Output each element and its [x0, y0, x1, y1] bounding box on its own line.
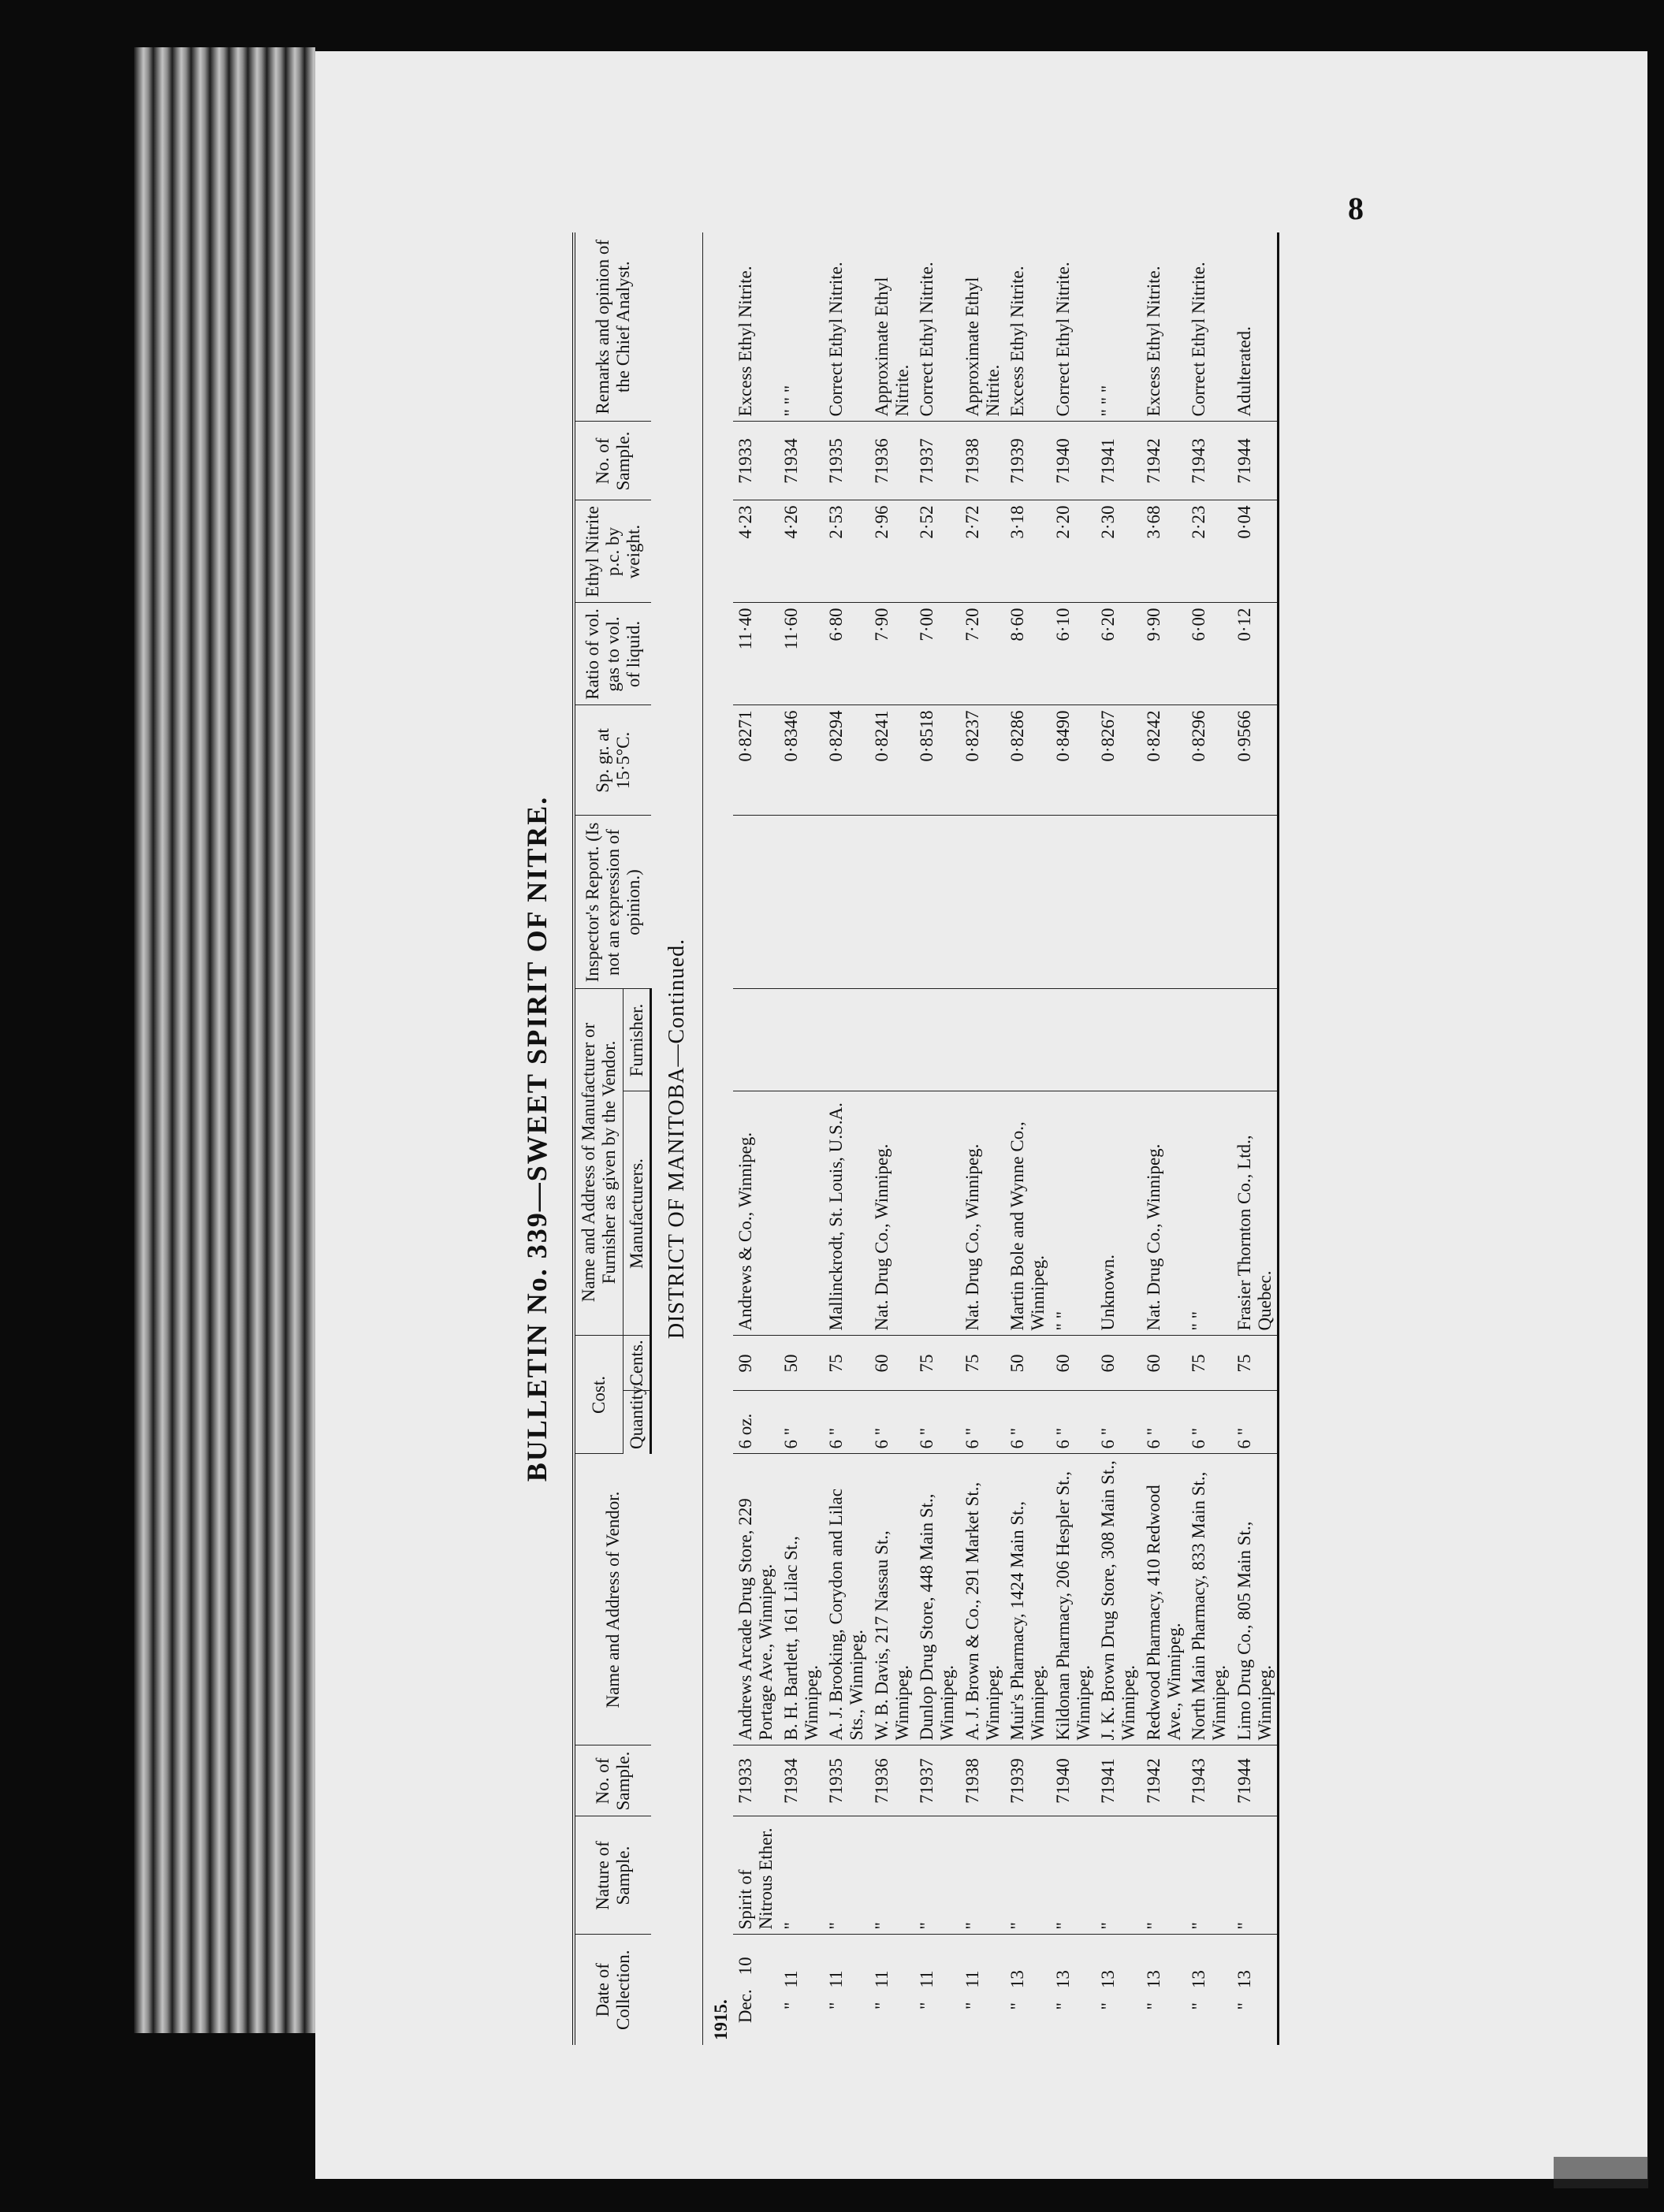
cell-remarks: Approximate Ethyl Nitrite.: [869, 232, 915, 422]
cell-inspector: [1232, 816, 1279, 989]
cell-vendor: A. J. Brooking, Corydon and Lilac Sts., Winnipeg.: [824, 1454, 869, 1745]
cell-nature: ": [1051, 1816, 1096, 1935]
table-row: [779, 232, 825, 2045]
cell-mfr: Nat. Drug Co., Winnipeg.: [869, 1091, 915, 1336]
cell-qty: 6 ": [1096, 1391, 1141, 1454]
cell-qty: 6 oz.: [733, 1391, 779, 1454]
cell-nature: ": [1186, 1816, 1232, 1935]
header-vendor: Name and Address of Vendor.: [574, 1454, 651, 1745]
table-row: [960, 232, 1006, 2045]
cell-ethyl: 3·18: [1005, 500, 1051, 603]
table-row: [914, 232, 960, 2045]
cell-furnisher: [1186, 989, 1232, 1091]
cell-vendor: Andrews Arcade Drug Store, 229 Portage Ave., Winnipeg.: [733, 1454, 779, 1745]
cell-date: [1141, 1935, 1187, 2045]
bulletin-title: BULLETIN No. 339—SWEET SPIRIT OF NITRE.: [521, 795, 553, 1482]
cell-date: [869, 1935, 915, 2045]
table-row: [869, 232, 915, 2045]
cell-inspector: [733, 816, 779, 989]
cell-nature: ": [1005, 1816, 1051, 1935]
cell-month: ": [1143, 2002, 1163, 2010]
cell-no: 71935: [824, 1745, 869, 1816]
header-inspector: Inspector's Report. (Is not an expression of opinion.): [574, 816, 651, 989]
cell-remarks: Correct Ethyl Nitrite.: [1051, 232, 1096, 422]
header-no-sample: No. of Sample.: [574, 1745, 651, 1816]
cell-day: 13: [1234, 1970, 1254, 1989]
cell-furnisher: [960, 989, 1006, 1091]
cell-date: [1186, 1935, 1232, 2045]
cell-remarks: Adulterated.: [1232, 232, 1279, 422]
cell-no: 71936: [869, 1745, 915, 1816]
cell-date: [1096, 1935, 1141, 2045]
cell-remarks: Correct Ethyl Nitrite.: [1186, 232, 1232, 422]
cell-ratio: 6·20: [1096, 603, 1141, 705]
cell-spgr: 0·8296: [1186, 705, 1232, 816]
cell-ethyl: 2·96: [869, 500, 915, 603]
cell-date: [914, 1935, 960, 2045]
cell-no2: 71938: [960, 422, 1006, 500]
cell-no: 71943: [1186, 1745, 1232, 1816]
cell-ethyl: 2·53: [824, 500, 869, 603]
cell-cents: 75: [1186, 1336, 1232, 1391]
cell-no2: 71935: [824, 422, 869, 500]
cell-day: 11: [826, 1970, 847, 1988]
cell-nature: ": [779, 1816, 825, 1935]
cell-day: 13: [1189, 1970, 1209, 1989]
header-sp-gr: Sp. gr. at 15·5°C.: [574, 705, 651, 816]
cell-no2: 71942: [1141, 422, 1187, 500]
header-ethyl: Ethyl Nitrite p.c. by weight.: [574, 500, 651, 603]
header-ratio: Ratio of vol. gas to vol. of liquid.: [574, 603, 651, 705]
cell-day: 13: [1052, 1970, 1073, 1989]
cell-month: ": [962, 2002, 982, 2010]
cell-ethyl: 4·23: [733, 500, 779, 603]
cell-qty: 6 ": [1005, 1391, 1051, 1454]
cell-mfr: Andrews & Co., Winnipeg.: [733, 1091, 779, 1336]
cell-vendor: W. B. Davis, 217 Nassau St., Winnipeg.: [869, 1454, 915, 1745]
cell-furnisher: [914, 989, 960, 1091]
header-cents: Cents.: [623, 1336, 651, 1391]
cell-month: ": [1098, 2002, 1119, 2010]
cell-furnisher: [1232, 989, 1279, 1091]
cell-no: 71941: [1096, 1745, 1141, 1816]
cell-mfr: Unknown.: [1096, 1091, 1141, 1336]
cell-ratio: 11·40: [733, 603, 779, 705]
cell-ethyl: 2·20: [1051, 500, 1096, 603]
cell-qty: 6 ": [1141, 1391, 1187, 1454]
cell-vendor: A. J. Brown & Co., 291 Market St., Winnipeg.: [960, 1454, 1006, 1745]
cell-ratio: 9·90: [1141, 603, 1187, 705]
cell-ratio: 0·12: [1232, 603, 1279, 705]
cell-ethyl: 2·52: [914, 500, 960, 603]
cell-nature: ": [914, 1816, 960, 1935]
cell-day: 11: [917, 1970, 937, 1988]
cell-inspector: [914, 816, 960, 989]
cell-vendor: Muir's Pharmacy, 1424 Main St., Winnipeg.: [1005, 1454, 1051, 1745]
header-date: Date of Collection.: [574, 1935, 651, 2045]
cell-furnisher: [869, 989, 915, 1091]
cell-cents: 60: [1096, 1336, 1141, 1391]
table-row: [1186, 232, 1232, 2045]
cell-day: 11: [780, 1970, 801, 1988]
cell-ratio: 6·80: [824, 603, 869, 705]
cell-qty: 6 ": [1232, 1391, 1279, 1454]
cell-qty: 6 ": [869, 1391, 915, 1454]
cell-date: [824, 1935, 869, 2045]
cell-vendor: Limo Drug Co., 805 Main St., Winnipeg.: [1232, 1454, 1279, 1745]
cell-mfr: " ": [1186, 1091, 1232, 1336]
cell-nature: ": [1096, 1816, 1141, 1935]
cell-no2: 71934: [779, 422, 825, 500]
cell-no: 71942: [1141, 1745, 1187, 1816]
cell-remarks: Excess Ethyl Nitrite.: [1141, 232, 1187, 422]
cell-day: 10: [735, 1957, 756, 1976]
table-row: [1096, 232, 1141, 2045]
cell-no2: 71944: [1232, 422, 1279, 500]
page-number: 8: [1348, 191, 1364, 226]
cell-month: ": [871, 2002, 892, 2010]
cell-inspector: [779, 816, 825, 989]
year-label: 1915.: [710, 1999, 731, 2040]
cell-date: [960, 1935, 1006, 2045]
cell-remarks: " " ": [1096, 232, 1141, 422]
cell-spgr: 0·8294: [824, 705, 869, 816]
cell-qty: 6 ": [824, 1391, 869, 1454]
table-row: [1005, 232, 1051, 2045]
cell-month: ": [1007, 2002, 1028, 2010]
cell-no2: 71943: [1186, 422, 1232, 500]
cell-no2: 71939: [1005, 422, 1051, 500]
cell-furnisher: [779, 989, 825, 1091]
cell-no2: 71936: [869, 422, 915, 500]
cell-month: ": [1052, 2002, 1073, 2010]
header-manufacturer-group: Name and Address of Manufacturer or Furnisher as given by the Vendor.: [574, 989, 623, 1336]
scan-artifact: [1554, 2157, 1648, 2188]
cell-date: [779, 1935, 825, 2045]
cell-nature: Spirit of Nitrous Ether.: [733, 1816, 779, 1935]
cell-cents: 75: [914, 1336, 960, 1391]
cell-ratio: 6·10: [1051, 603, 1096, 705]
cell-spgr: 0·8267: [1096, 705, 1141, 816]
cell-day: 13: [1007, 1970, 1028, 1989]
cell-nature: ": [869, 1816, 915, 1935]
cell-ratio: 7·20: [960, 603, 1006, 705]
cell-vendor: Kildonan Pharmacy, 206 Hespler St., Winnipeg.: [1051, 1454, 1096, 1745]
cell-no: 71939: [1005, 1745, 1051, 1816]
cell-furnisher: [1141, 989, 1187, 1091]
cell-furnisher: [1051, 989, 1096, 1091]
cell-mfr: [914, 1091, 960, 1336]
cell-spgr: 0·8518: [914, 705, 960, 816]
cell-ratio: 11·60: [779, 603, 825, 705]
cell-no: 71933: [733, 1745, 779, 1816]
cell-mfr: Martin Bole and Wynne Co., Winnipeg.: [1005, 1091, 1051, 1336]
cell-ethyl: 3·68: [1141, 500, 1187, 603]
cell-mfr: [779, 1091, 825, 1336]
table-row: [1232, 232, 1279, 2045]
cell-furnisher: [1096, 989, 1141, 1091]
cell-no: 71940: [1051, 1745, 1096, 1816]
cell-month: ": [1189, 2002, 1209, 2010]
cell-ethyl: 0·04: [1232, 500, 1279, 603]
district-heading: DISTRICT OF MANITOBA—Continued.: [651, 232, 702, 2045]
cell-cents: 75: [824, 1336, 869, 1391]
cell-furnisher: [1005, 989, 1051, 1091]
cell-no: 71934: [779, 1745, 825, 1816]
cell-spgr: 0·8286: [1005, 705, 1051, 816]
header-no-sample-2: No. of Sample.: [574, 422, 651, 500]
cell-date: [733, 1935, 779, 2045]
scanned-page: [315, 51, 1647, 2179]
cell-cents: 75: [1232, 1336, 1279, 1391]
cell-ethyl: 4·26: [779, 500, 825, 603]
cell-vendor: B. H. Bartlett, 161 Lilac St., Winnipeg.: [779, 1454, 825, 1745]
cell-month: ": [826, 2002, 847, 2010]
header-nature: Nature of Sample.: [574, 1816, 651, 1935]
table-row: [733, 232, 779, 2045]
cell-no: 71938: [960, 1745, 1006, 1816]
cell-no2: 71940: [1051, 422, 1096, 500]
cell-spgr: 0·8271: [733, 705, 779, 816]
cell-vendor: North Main Pharmacy, 833 Main St., Winnipeg.: [1186, 1454, 1232, 1745]
rotated-bulletin-table: [520, 232, 1608, 2045]
cell-ratio: 6·00: [1186, 603, 1232, 705]
cell-month: ": [917, 2002, 937, 2010]
cell-spgr: 0·8242: [1141, 705, 1187, 816]
cell-month: ": [1234, 2002, 1254, 2010]
samples-table: [572, 232, 1279, 2045]
cell-ethyl: 2·23: [1186, 500, 1232, 603]
book-page-edges: [134, 47, 315, 2033]
cell-date: [1051, 1935, 1096, 2045]
cell-nature: ": [824, 1816, 869, 1935]
cell-no: 71944: [1232, 1745, 1279, 1816]
cell-ethyl: 2·72: [960, 500, 1006, 603]
cell-remarks: Excess Ethyl Nitrite.: [733, 232, 779, 422]
cell-spgr: 0·9566: [1232, 705, 1279, 816]
cell-spgr: 0·8237: [960, 705, 1006, 816]
header-manufacturers: Manufacturers.: [623, 1091, 651, 1336]
cell-qty: 6 ": [960, 1391, 1006, 1454]
cell-mfr: Frasier Thornton Co., Ltd., Quebec.: [1232, 1091, 1279, 1336]
cell-mfr: " ": [1051, 1091, 1096, 1336]
cell-date: [1232, 1935, 1279, 2045]
cell-remarks: Excess Ethyl Nitrite.: [1005, 232, 1051, 422]
cell-cents: 60: [869, 1336, 915, 1391]
header-cost: Cost.: [574, 1336, 623, 1454]
cell-day: 13: [1098, 1970, 1119, 1989]
cell-furnisher: [733, 989, 779, 1091]
cell-qty: 6 ": [779, 1391, 825, 1454]
table-row: [824, 232, 869, 2045]
cell-spgr: 0·8346: [779, 705, 825, 816]
cell-remarks: Correct Ethyl Nitrite.: [914, 232, 960, 422]
cell-cents: 75: [960, 1336, 1006, 1391]
cell-qty: 6 ": [1051, 1391, 1096, 1454]
cell-ratio: 7·90: [869, 603, 915, 705]
cell-ratio: 7·00: [914, 603, 960, 705]
cell-remarks: Correct Ethyl Nitrite.: [824, 232, 869, 422]
cell-cents: 50: [779, 1336, 825, 1391]
cell-inspector: [869, 816, 915, 989]
cell-furnisher: [824, 989, 869, 1091]
cell-vendor: J. K. Brown Drug Store, 308 Main St., Winnipeg.: [1096, 1454, 1141, 1745]
cell-mfr: Nat. Drug Co., Winnipeg.: [960, 1091, 1006, 1336]
cell-nature: ": [1141, 1816, 1187, 1935]
cell-inspector: [1096, 816, 1141, 989]
cell-nature: ": [1232, 1816, 1279, 1935]
table-row: [1141, 232, 1187, 2045]
cell-no: 71937: [914, 1745, 960, 1816]
cell-inspector: [1051, 816, 1096, 989]
cell-day: 11: [871, 1970, 892, 1988]
cell-inspector: [1141, 816, 1187, 989]
table-row: [1051, 232, 1096, 2045]
cell-ratio: 8·60: [1005, 603, 1051, 705]
cell-spgr: 0·8490: [1051, 705, 1096, 816]
cell-no2: 71933: [733, 422, 779, 500]
cell-inspector: [824, 816, 869, 989]
cell-day: 13: [1143, 1970, 1163, 1989]
cell-vendor: Redwood Pharmacy, 410 Redwood Ave., Winnipeg.: [1141, 1454, 1187, 1745]
cell-remarks: Approximate Ethyl Nitrite.: [960, 232, 1006, 422]
cell-day: 11: [962, 1970, 982, 1988]
header-quantity: Quantity.: [623, 1391, 651, 1454]
cell-mfr: Nat. Drug Co., Winnipeg.: [1141, 1091, 1187, 1336]
cell-cents: 60: [1141, 1336, 1187, 1391]
cell-remarks: " " ": [779, 232, 825, 422]
cell-cents: 50: [1005, 1336, 1051, 1391]
cell-month: Dec.: [735, 1989, 756, 2024]
cell-ethyl: 2·30: [1096, 500, 1141, 603]
cell-spgr: 0·8241: [869, 705, 915, 816]
cell-month: ": [780, 2002, 801, 2010]
header-remarks: Remarks and opinion of the Chief Analyst.: [574, 232, 651, 422]
cell-no2: 71937: [914, 422, 960, 500]
cell-cents: 90: [733, 1336, 779, 1391]
cell-mfr: Mallinckrodt, St. Louis, U.S.A.: [824, 1091, 869, 1336]
cell-no2: 71941: [1096, 422, 1141, 500]
cell-inspector: [1005, 816, 1051, 989]
header-furnisher: Furnisher.: [623, 989, 651, 1091]
cell-inspector: [960, 816, 1006, 989]
cell-nature: ": [960, 1816, 1006, 1935]
cell-cents: 60: [1051, 1336, 1096, 1391]
cell-vendor: Dunlop Drug Store, 448 Main St., Winnipeg.: [914, 1454, 960, 1745]
cell-date: [1005, 1935, 1051, 2045]
cell-qty: 6 ": [914, 1391, 960, 1454]
cell-inspector: [1186, 816, 1232, 989]
cell-qty: 6 ": [1186, 1391, 1232, 1454]
